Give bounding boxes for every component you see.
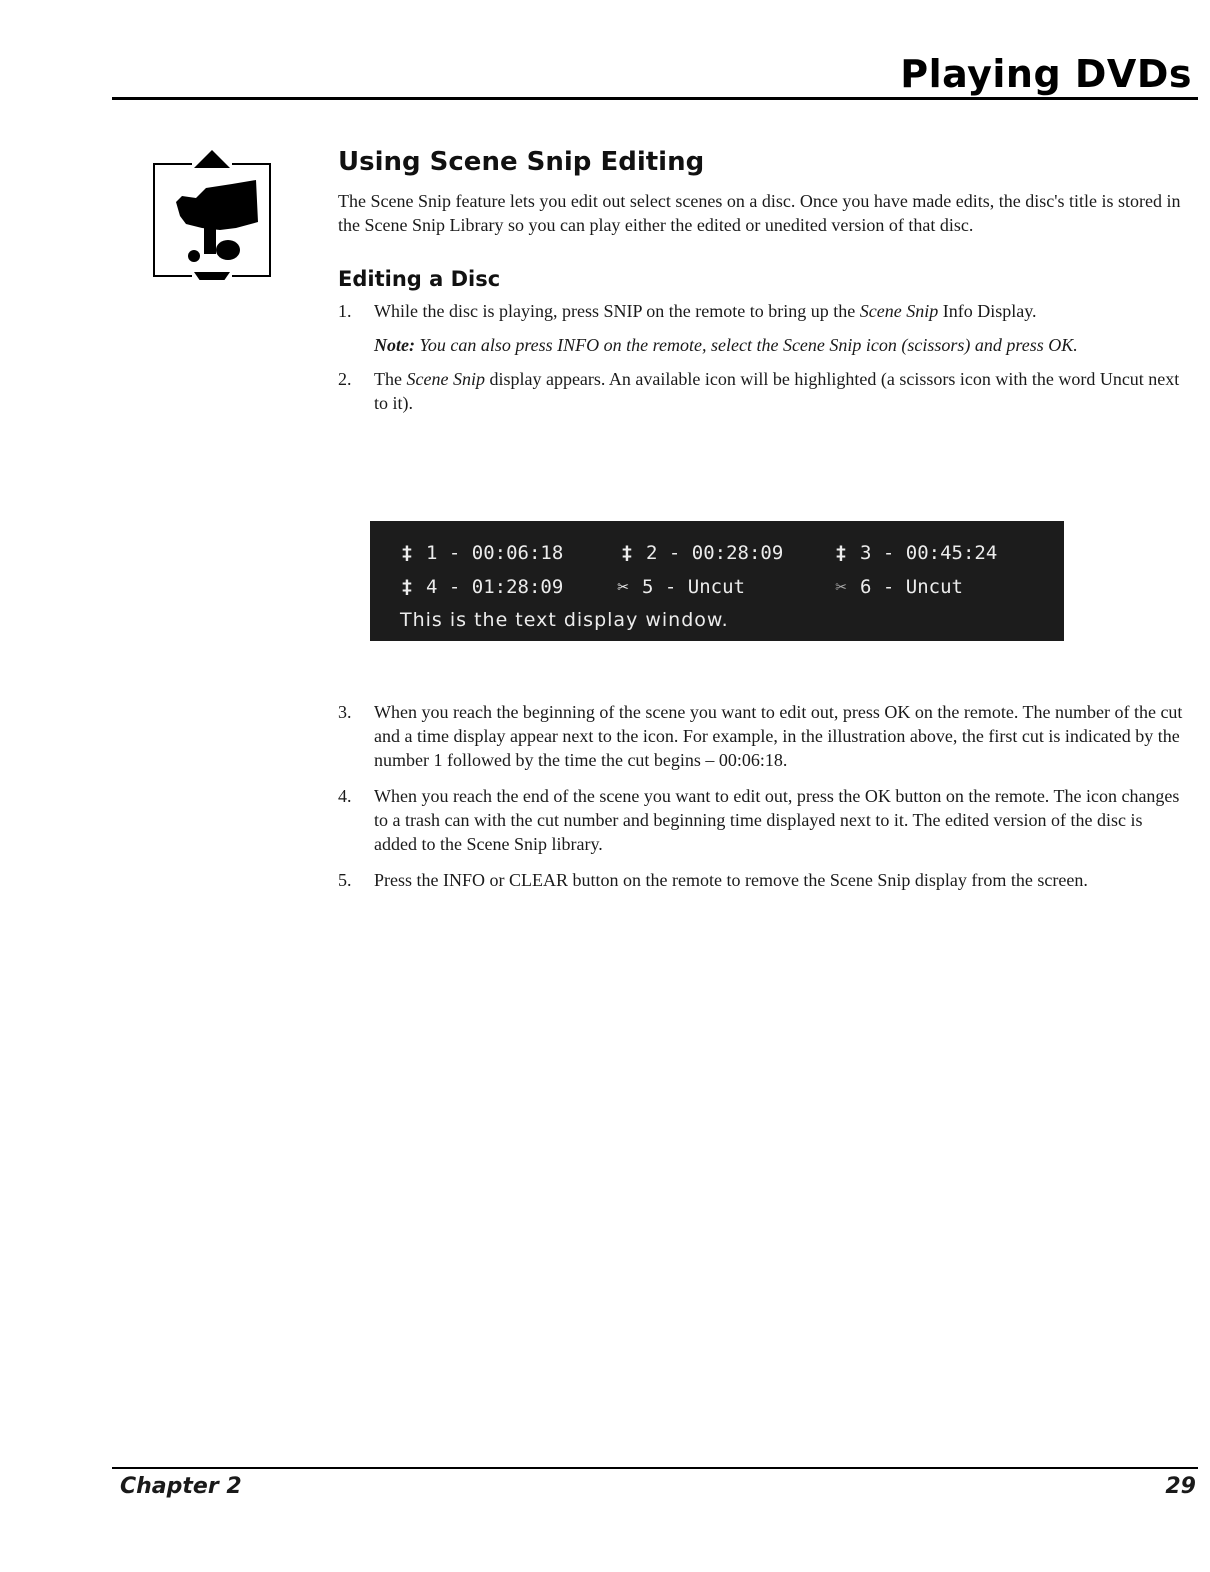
cut-entry-uncut-highlighted[interactable]: ✂ 5 - Uncut — [608, 574, 745, 600]
footer-rule — [112, 1467, 1198, 1469]
step-1: 1. While the disc is playing, press SNIP on the remote to bring up the Scene Snip Info Display. — [338, 301, 1037, 321]
main-content — [338, 145, 1188, 425]
scissors-highlighted-icon[interactable]: ✂ — [617, 576, 629, 598]
cut-entry-uncut[interactable]: ✂ 6 - Uncut — [830, 574, 963, 600]
scissors-icon[interactable]: ✂ — [835, 576, 847, 598]
subsection-title: Editing a Disc — [338, 267, 501, 291]
cut-entry: ‡ 2 - 00:28:09 — [616, 540, 783, 566]
trash-icon: ‡ — [621, 542, 633, 564]
step-3: 3. When you reach the beginning of the scene you want to edit out, press OK on the remote. The number of the cut and a time display appear next to the icon. For example, in the illustration above, the first cut is indicated by the number 1 followed by the time the cut begins – 00:06:18. — [338, 702, 1183, 770]
step-2: 2. The Scene Snip display appears. An available icon will be highlighted (a scissors icon with the word Uncut next to it). — [338, 369, 1180, 413]
cut-entry: ‡ 4 - 01:28:09 — [396, 574, 563, 600]
footer-page-number: 29 — [1165, 1474, 1196, 1499]
trash-icon: ‡ — [835, 542, 847, 564]
scene-snip-illustration-icon — [152, 150, 272, 280]
note: Note: You can also press INFO on the remote, select the Scene Snip icon (scissors) and press OK. — [374, 335, 1078, 355]
steps-continued — [338, 700, 1188, 904]
page-header-title: Playing DVDs — [900, 52, 1192, 96]
cut-entry: ‡ 3 - 00:45:24 — [830, 540, 997, 566]
scene-snip-display — [370, 521, 1064, 641]
section-title: Using Scene Snip Editing — [338, 147, 705, 177]
footer-chapter: Chapter 2 — [120, 1474, 242, 1499]
step-4: 4. When you reach the end of the scene you want to edit out, press the OK button on the remote. The icon changes to a trash can with the cut number and beginning time displayed next to it. The edited version of the disc is added to the Scene Snip library. — [338, 786, 1180, 854]
trash-icon: ‡ — [401, 576, 413, 598]
section-intro: The Scene Snip feature lets you edit out select scenes on a disc. Once you have made edits, the disc's title is stored in the Scene Snip Library so you can play either the edited or unedited version of that disc. — [338, 191, 1181, 235]
header-rule — [112, 97, 1198, 100]
cut-entry: ‡ 1 - 00:06:18 — [396, 540, 563, 566]
step-5: 5. Press the INFO or CLEAR button on the remote to remove the Scene Snip display from the screen. — [338, 870, 1088, 890]
trash-icon: ‡ — [401, 542, 413, 564]
text-display-window: This is the text display window. — [400, 609, 729, 631]
